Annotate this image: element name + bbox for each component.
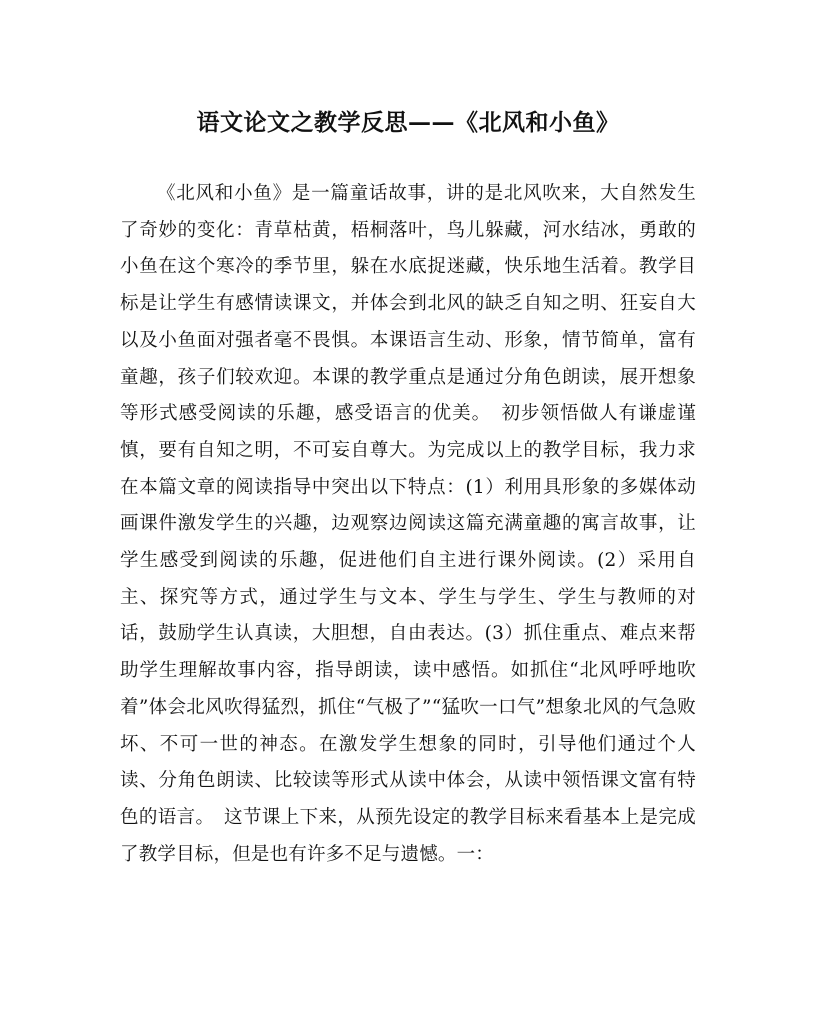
body-paragraph: 《北风和小鱼》是一篇童话故事，讲的是北风吹来，大自然发生了奇妙的变化：青草枯黄，梧桐落叶，鸟儿躲藏，河水结冰，勇敢的小鱼在这个寒冷的季节里，躲在水底捉迷藏，快乐地生活着。教学目标是让学生有感情读课文，并体会到北风的缺乏自知之明、狂妄自大以及小鱼面对强者毫不畏惧。本课语言生动、形象，情节简单，富有童趣，孩子们较欢迎。本课的教学重点是通过分角色朗读，展开想象等形式感受阅读的乐趣，感受语言的优美。 初步领悟做人有谦虚谨慎，要有自知之明，不可妄自尊大。为完成以上的教学目标，我力求在本篇文章的阅读指导中突出以下特点：(1）利用具形象的多媒体动画课件激发学生的兴趣，边观察边阅读这篇充满童趣的寓言故事，让学生感受到阅读的乐趣，促进他们自主进行课外阅读。(2）采用自主、探究等方式，通过学生与文本、学生与学生、学生与教师的对话，鼓励学生认真读，大胆想，自由表达。(3）抓住重点、难点来帮助学生理解故事内容，指导朗读，读中感悟。如抓住“北风呼呼地吹着”体会北风吹得猛烈，抓住“气极了”“猛吹一口气”想象北风的气急败坏、不可一世的神态。在激发学生想象的同时，引导他们通过个人读、分角色朗读、比较读等形式从读中体会，从读中领悟课文富有特色的语言。 这节课上下来，从预先设定的教学目标来看基本上是完成了教学目标，但是也有许多不足与遗憾。一： <box>120 183 696 865</box>
document-title: 语文论文之教学反思——《北风和小鱼》 <box>196 109 620 136</box>
